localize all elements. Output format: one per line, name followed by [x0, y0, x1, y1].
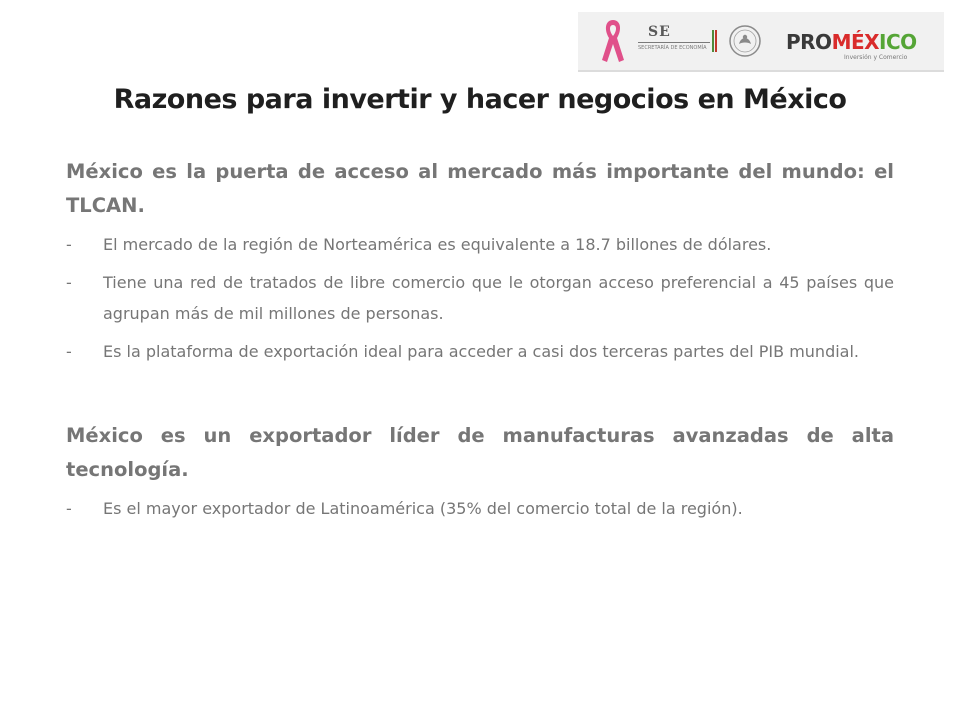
se-logo — [638, 18, 718, 58]
bullet-item — [66, 493, 894, 524]
se-logo-subtitle: SECRETARÍA DE ECONOMÍA — [638, 45, 707, 51]
bullet-item — [66, 336, 894, 367]
section-exportador — [66, 419, 894, 524]
bullet-list — [66, 493, 894, 524]
bullet-text: Es el mayor exportador de Latinoamérica (35% del comercio total de la región). — [103, 499, 743, 518]
bullet-marker: - — [66, 499, 72, 518]
bullet-item — [66, 229, 894, 260]
bullet-text: Tiene una red de tratados de libre comercio que le otorgan acceso preferencial a 45 países que agrupan más de mil millones de personas. — [103, 273, 894, 323]
bullet-text: El mercado de la región de Norteamérica es equivalente a 18.7 billones de dólares. — [103, 235, 772, 254]
slide-body — [66, 155, 894, 531]
bullet-marker: - — [66, 235, 72, 254]
slide-title: Razones para invertir y hacer negocios en México — [113, 84, 847, 115]
flag-separator — [712, 30, 714, 52]
bullet-marker: - — [66, 273, 72, 292]
section-heading: México es un exportador líder de manufacturas avanzadas de alta tecnología. — [66, 424, 894, 481]
bullet-marker: - — [66, 342, 72, 361]
bullet-text: Es la plataforma de exportación ideal para acceder a casi dos terceras partes del PIB mundial. — [103, 342, 859, 361]
section-tlcan — [66, 155, 894, 367]
header-logos — [578, 12, 944, 72]
promexico-subtitle: Inversión y Comercio — [844, 54, 908, 61]
mexican-seal-icon — [728, 24, 762, 58]
bullet-item — [66, 267, 894, 329]
pink-ribbon-icon — [598, 16, 628, 66]
promexico-logo: PROMÉXICO — [786, 30, 917, 54]
se-logo-text: SE — [648, 24, 671, 40]
bullet-list — [66, 229, 894, 367]
section-heading: México es la puerta de acceso al mercado más importante del mundo: el TLCAN. — [66, 160, 894, 217]
